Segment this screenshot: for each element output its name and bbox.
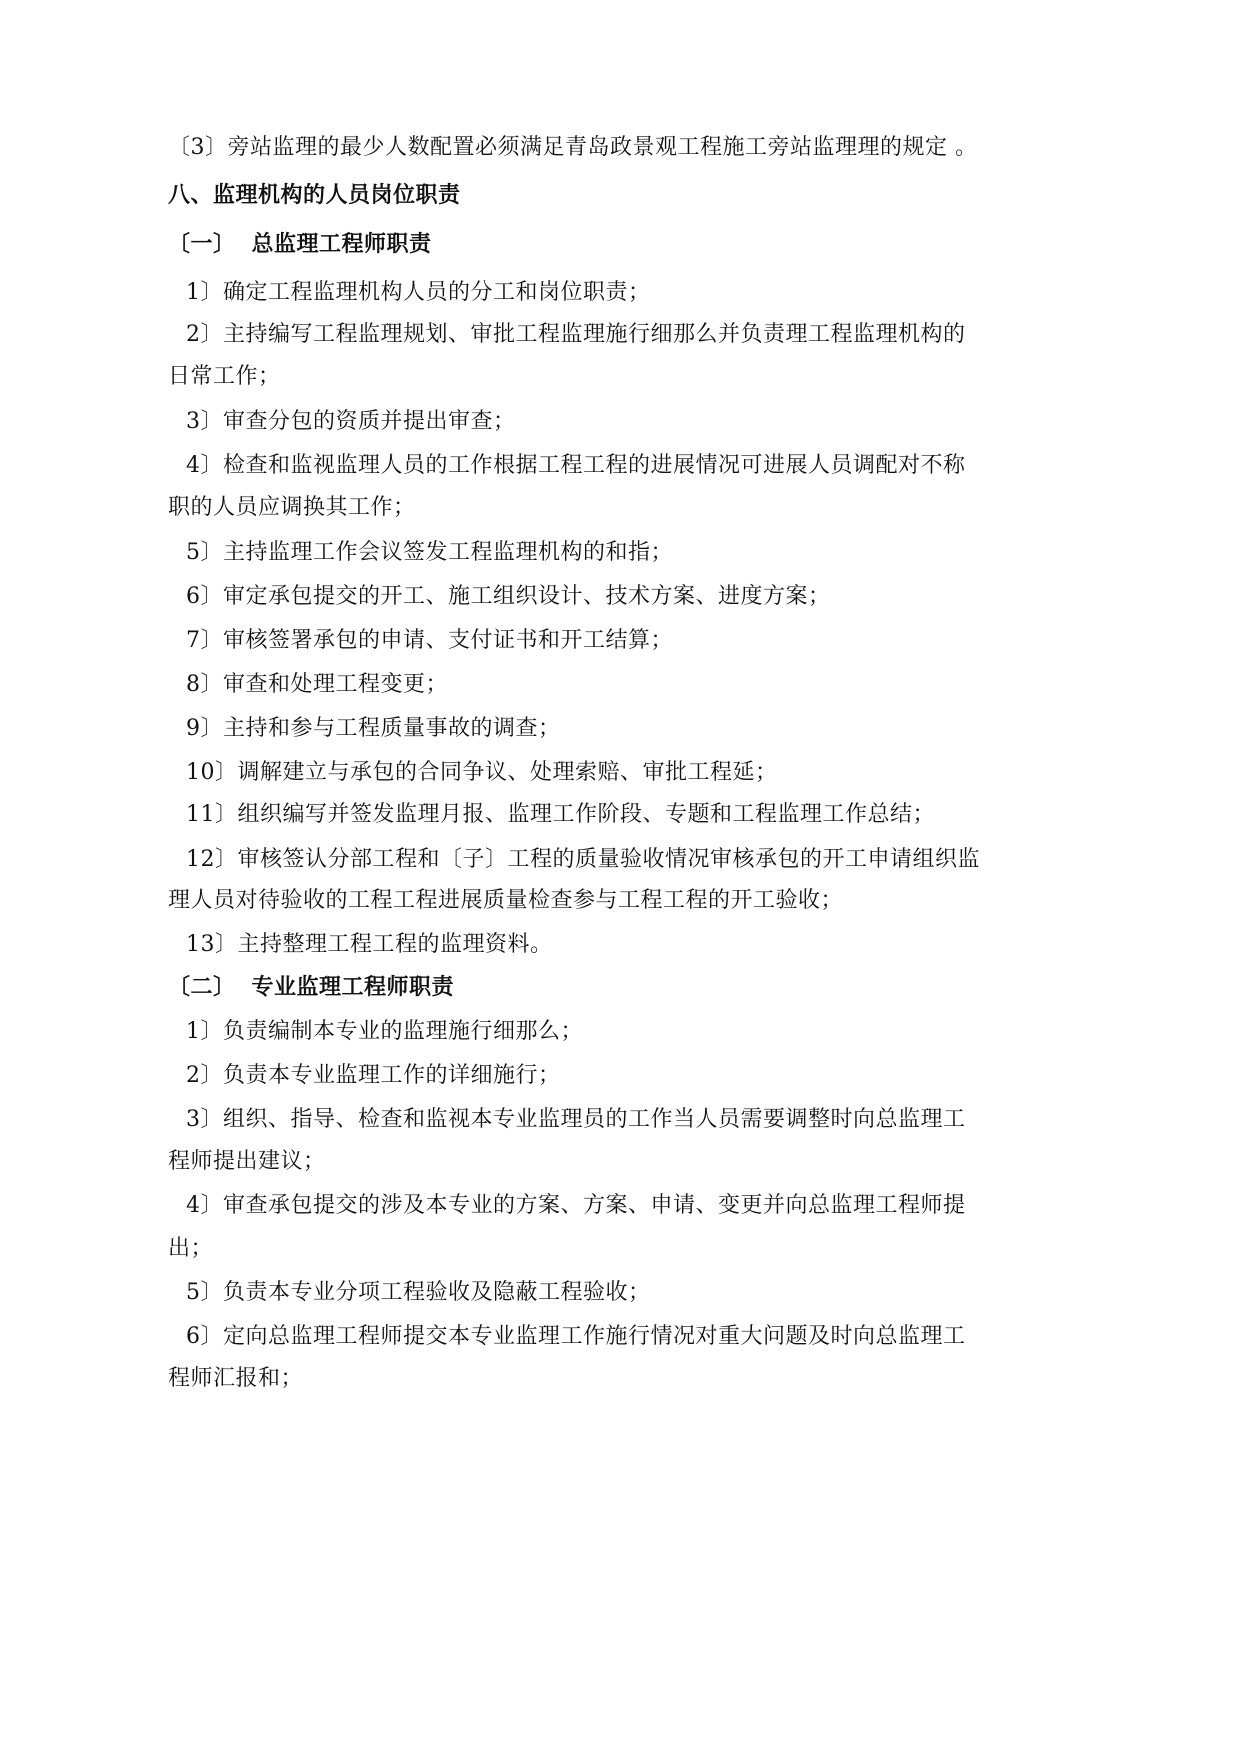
list-item-continuation: 理人员对待验收的工程工程进展质量检查参与工程工程的开工验收； [168,888,844,913]
list-item: 13〕主持整理工程工程的监理资料。 [186,932,553,957]
list-item: 6〕定向总监理工程师提交本专业监理工作施行情况对重大问题及时向总监理工 [186,1324,966,1349]
subsection-title: 总监理工程师职责 [251,232,432,257]
subsection-number: 〔二〕 [168,975,236,1000]
list-item: 7〕审核签署承包的申请、支付证书和开工结算； [186,628,673,653]
list-item: 3〕审查分包的资质并提出审查； [186,409,516,434]
list-item: 1〕负责编制本专业的监理施行细那么； [186,1019,583,1044]
list-item-continuation: 程师提出建议； [168,1149,326,1174]
section-heading: 八、监理机构的人员岗位职责 [168,183,461,208]
list-item: 5〕负责本专业分项工程验收及隐蔽工程验收； [186,1280,651,1305]
list-item: 2〕负责本专业监理工作的详细施行； [186,1063,561,1088]
list-item: 3〕组织、指导、检查和监视本专业监理员的工作当人员需要调整时向总监理工 [186,1107,966,1132]
list-item: 4〕审查承包提交的涉及本专业的方案、方案、申请、变更并向总监理工程师提 [186,1193,966,1218]
list-item: 4〕检查和监视监理人员的工作根据工程工程的进展情况可进展人员调配对不称 [186,453,966,478]
subsection-number: 〔一〕 [168,232,236,257]
list-item-continuation: 程师汇报和； [168,1366,304,1391]
list-item: 9〕主持和参与工程质量事故的调查； [186,716,561,741]
list-item: 10〕调解建立与承包的合同争议、处理索赔、审批工程延； [186,760,778,785]
list-item-continuation: 出； [168,1236,214,1261]
list-item: 8〕审查和处理工程变更； [186,672,448,697]
paragraph-line: 〔3〕旁站监理的最少人数配置必须满足青岛政景观工程施工旁站监理理的规定 。 [168,135,978,160]
subsection-title: 专业监理工程师职责 [251,975,455,1000]
list-item: 5〕主持监理工作会议签发工程监理机构的和指； [186,540,673,565]
list-item: 11〕组织编写并签发监理月报、监理工作阶段、专题和工程监理工作总结； [186,802,935,827]
list-item: 1〕确定工程监理机构人员的分工和岗位职责； [186,280,651,305]
list-item-continuation: 日常工作； [168,364,281,389]
list-item: 2〕主持编写工程监理规划、审批工程监理施行细那么并负责理工程监理机构的 [186,322,966,347]
list-item: 12〕审核签认分部工程和〔子〕工程的质量验收情况审核承包的开工申请组织监 [186,847,980,872]
subsection-heading [0,230,1241,260]
list-item-continuation: 职的人员应调换其工作； [168,495,416,520]
subsection-heading [0,973,1241,1003]
list-item: 6〕审定承包提交的开工、施工组织设计、技术方案、进度方案； [186,584,831,609]
